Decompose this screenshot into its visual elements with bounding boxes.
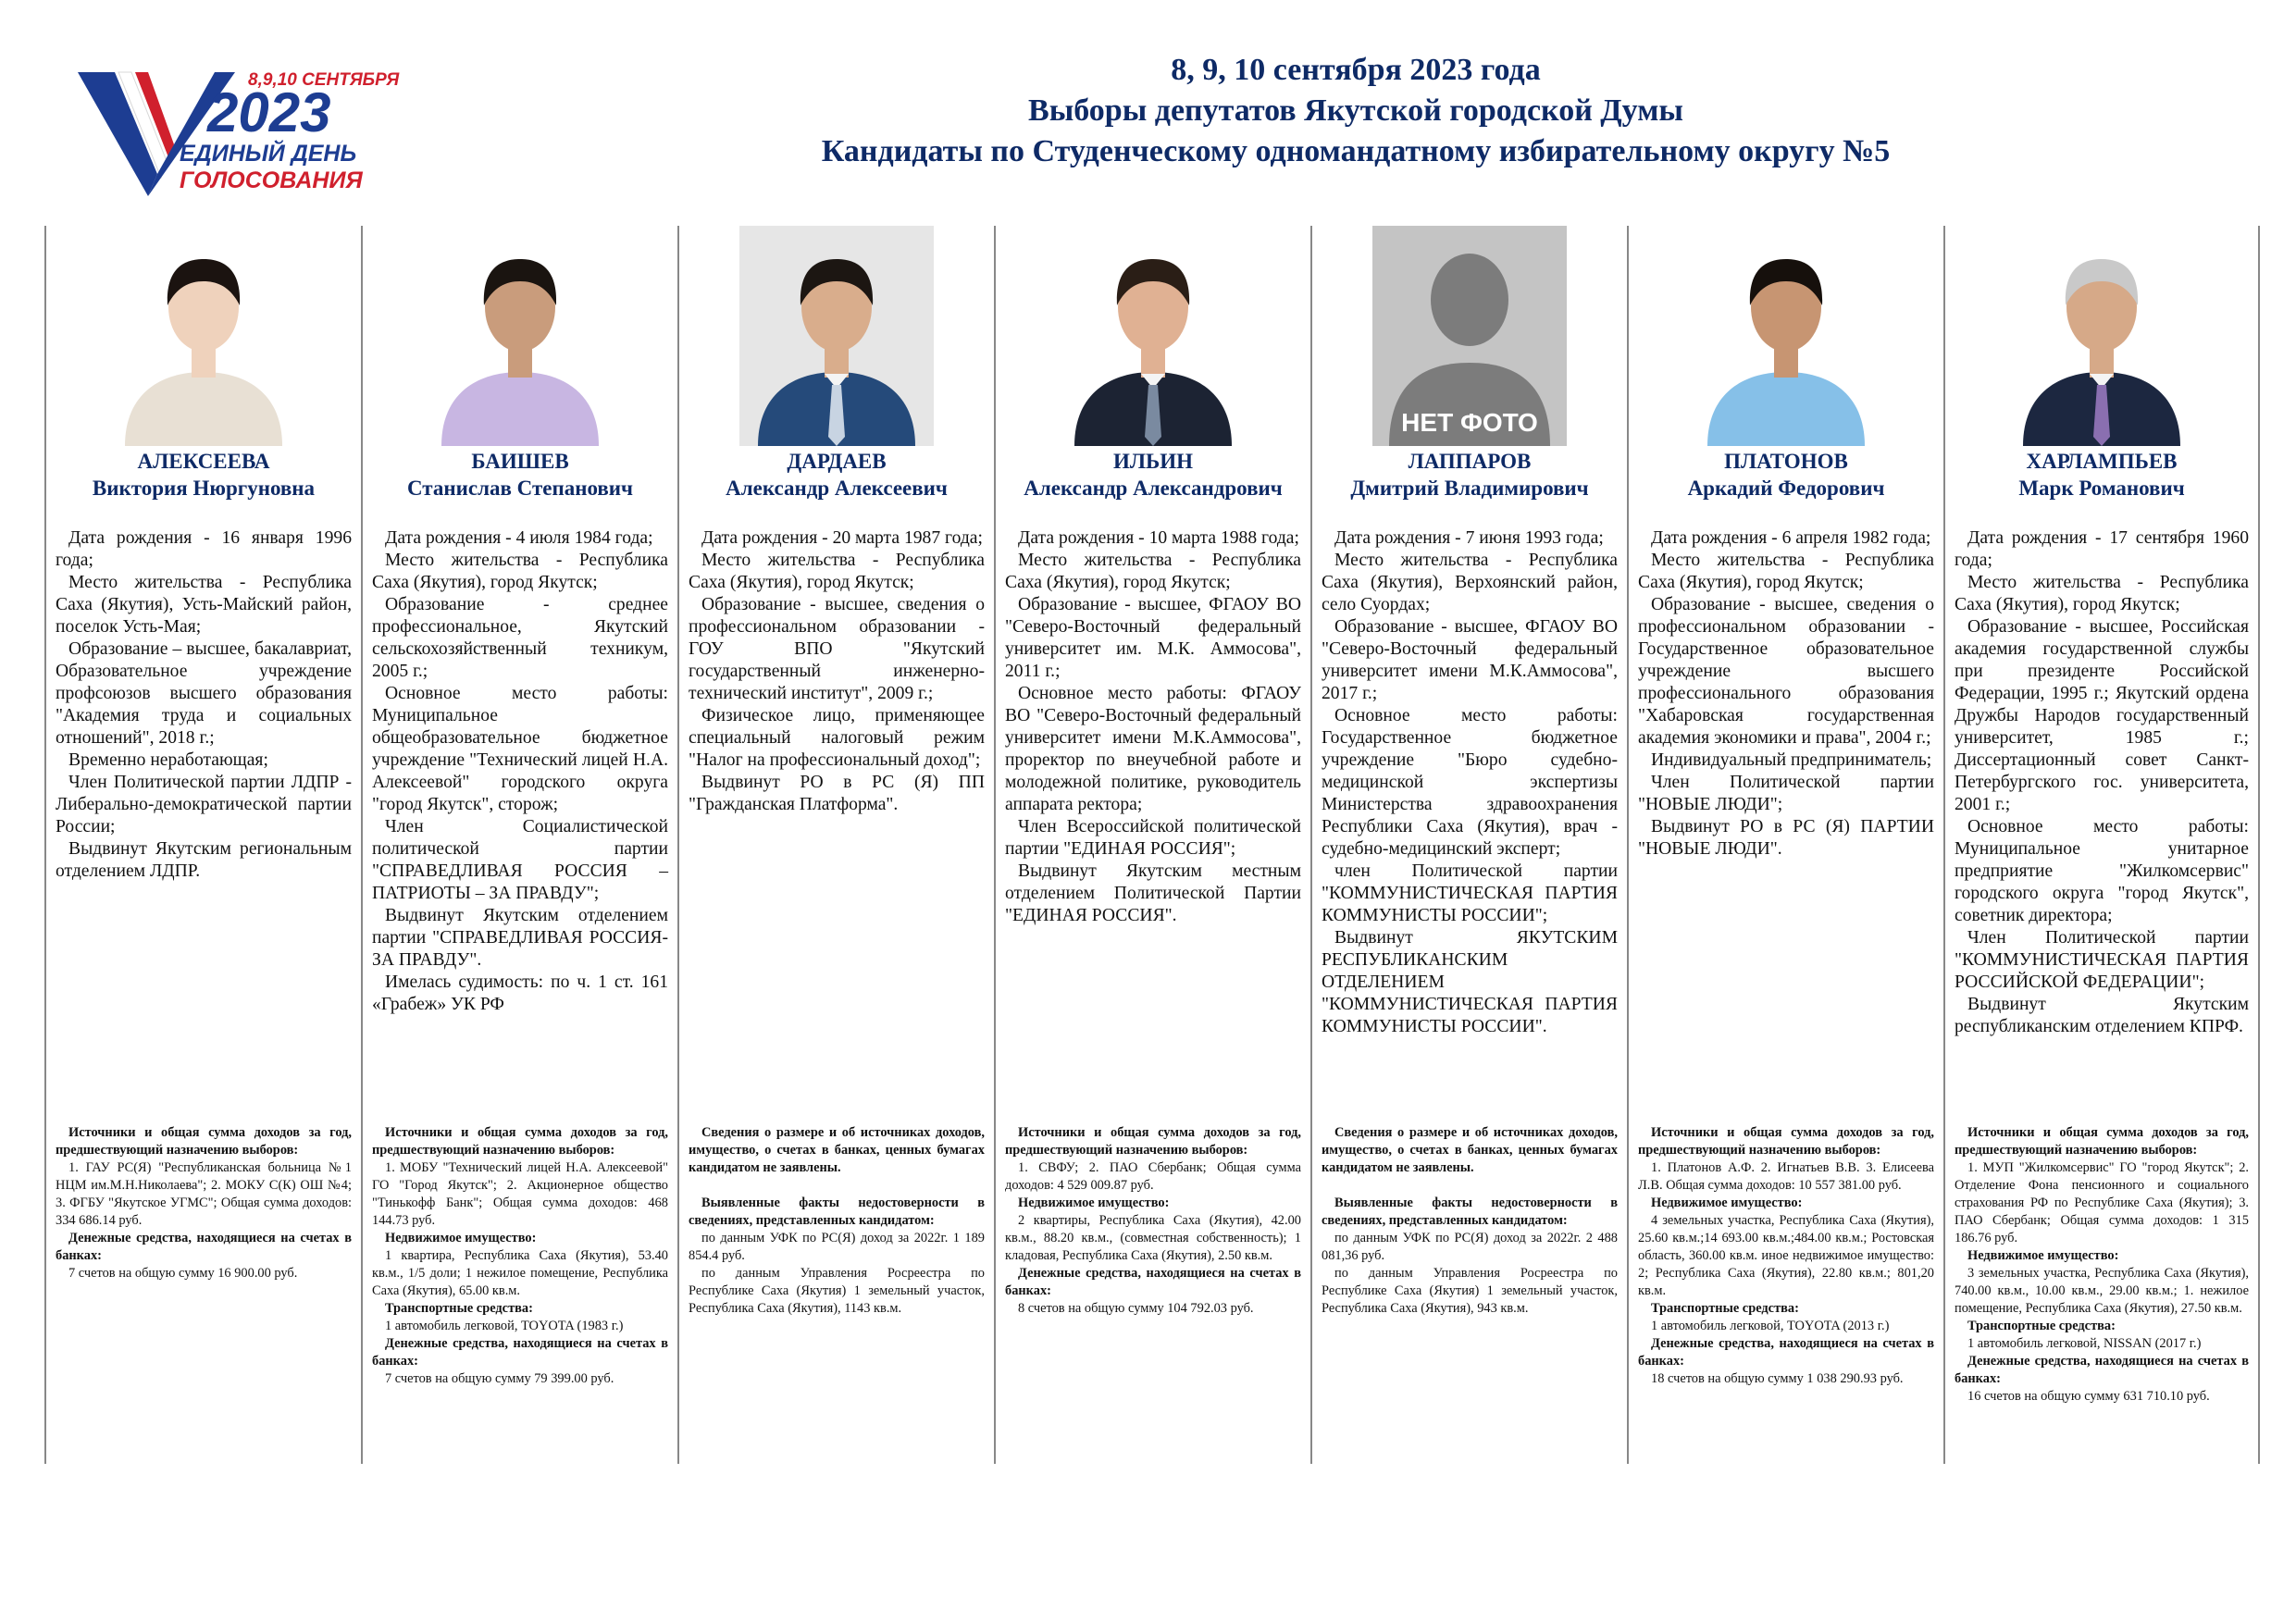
district-title: Кандидаты по Студенческому одномандатному избирательному округу №5	[821, 134, 1891, 168]
election-title: Выборы депутатов Якутской городской Думы	[1028, 93, 1683, 128]
candidate-bio	[689, 527, 985, 816]
income-text: по данным Управления Росреестра по Республике Саха (Якутия) 1 земельный участок, Республика Саха (Якутия), 1143 кв.м.	[689, 1266, 985, 1316]
income-heading: Денежные средства, находящиеся на счетах в банках:	[56, 1231, 352, 1263]
bio-paragraph: Член Социалистической политической партии "СПРАВЕДЛИВАЯ РОССИЯ – ПАТРИОТЫ – ЗА ПРАВДУ";	[372, 817, 668, 903]
candidate-photo	[1372, 226, 1567, 446]
election-dates: 8, 9, 10 сентября 2023 года	[1171, 53, 1541, 87]
bio-paragraph: Выдвинут Якутским региональным отделением ЛДПР.	[56, 839, 352, 881]
income-text: 1 автомобиль легковой, TOYOTA (1983 г.)	[385, 1319, 624, 1333]
candidate-surname: ИЛЬИН	[1112, 450, 1193, 473]
candidate-columns	[44, 226, 2261, 1464]
income-text: 1 автомобиль легковой, NISSAN (2017 г.)	[1967, 1336, 2202, 1351]
bio-paragraph: Образование - среднее профессиональное, Якутский сельскохозяйственный техникум, 2005 г.;	[372, 595, 668, 681]
bio-paragraph: Временно неработающая;	[68, 750, 268, 770]
income-text: 1. МОБУ "Технический лицей Н.А. Алексеевой" ГО "Город Якутск"; 2. Акционерное общество "Тинькофф Банк"; Общая сумма доходов: 468 144.73 руб.	[372, 1160, 668, 1228]
candidate-surname: ПЛАТОНОВ	[1724, 450, 1848, 473]
candidate-name	[52, 448, 355, 502]
candidate-bio	[1955, 527, 2249, 1038]
income-heading: Недвижимое имущество:	[1018, 1196, 1170, 1210]
candidate-income-info	[1638, 1124, 1934, 1388]
bio-paragraph: Образование - высшее, сведения о профессиональном образовании - ГОУ ВПО "Якутский государственный инженерно-технический институт", 2009 г.;	[689, 595, 985, 703]
bio-paragraph: член Политической партии "КОММУНИСТИЧЕСКАЯ ПАРТИЯ КОММУНИСТЫ РОССИИ";	[1322, 861, 1618, 925]
candidate-surname: ДАРДАЕВ	[787, 450, 887, 473]
income-text: 1. Платонов А.Ф. 2. Игнатьев В.В. 3. Елисеева Л.В. Общая сумма доходов: 10 557 381.00 руб.	[1638, 1160, 1934, 1193]
bio-paragraph: Образование - высшее, Российская академия государственной службы при президенте Российской Федерации, 1995 г.; Якутский ордена Дружбы Народов государственный университет, 1985 г.; Диссертационный совет Санкт-Петербургского гос. университета, 2001 г.;	[1955, 617, 2249, 814]
candidate-photo	[1056, 226, 1250, 446]
bio-paragraph: Выдвинут РО в РС (Я) ПП "Гражданская Платформа".	[689, 773, 985, 814]
logo-line2: ГОЛОСОВАНИЯ	[180, 167, 363, 193]
bio-paragraph: Образование - высшее, ФГАОУ ВО "Северо-Восточный федеральный университет им. М.К. Аммосова", 2011 г.;	[1005, 595, 1301, 681]
bio-paragraph: Индивидуальный предприниматель;	[1651, 750, 1932, 770]
candidate-given-names: Дмитрий Владимирович	[1350, 477, 1589, 500]
bio-paragraph: Выдвинут ЯКУТСКИМ РЕСПУБЛИКАНСКИМ ОТДЕЛЕНИЕМ "КОММУНИСТИЧЕСКАЯ ПАРТИЯ КОММУНИСТЫ РОССИИ".	[1322, 928, 1618, 1036]
candidate-column	[44, 226, 361, 1464]
bio-paragraph: Основное место работы: Муниципальное унитарное предприятие "Жилкомсервис" городского округа "город Якутск", советник директора;	[1955, 817, 2249, 925]
candidate-photo	[106, 226, 301, 446]
candidate-photo-graphic	[423, 226, 617, 446]
income-heading: Транспортные средства:	[1651, 1301, 1799, 1316]
bio-paragraph: Дата рождения - 7 июня 1993 года;	[1334, 528, 1604, 548]
bio-paragraph: Образование - высшее, ФГАОУ ВО "Северо-Восточный федеральный университет имени М.К.Аммосова", 2017 г.;	[1322, 617, 1618, 703]
candidate-photo-graphic	[2004, 226, 2199, 446]
bio-paragraph: Член Политической партии ЛДПР - Либерально-демократической партии России;	[56, 773, 352, 836]
logo-line1: ЕДИНЫЙ ДЕНЬ	[180, 141, 357, 167]
income-text: 4 земельных участка, Республика Саха (Якутия), 25.60 кв.м.;14 693.00 кв.м.;484.00 кв.м.; Ростовская область, 360.00 кв.м. иное недвижимое имущество: 2; Республика Саха (Якутия), 22.80 кв.м.; 801,20 кв.м.	[1638, 1213, 1934, 1298]
income-text: 1 автомобиль легковой, TOYOTA (2013 г.)	[1651, 1319, 1890, 1333]
income-heading: Сведения о размере и об источниках доходов, имущество, о счетах в банках, ценных бумагах кандидатом не заявлены.	[1322, 1125, 1618, 1175]
bio-paragraph: Место жительства - Республика Саха (Якутия), город Якутск;	[372, 551, 668, 592]
bio-paragraph: Член Политической партии "КОММУНИСТИЧЕСКАЯ ПАРТИЯ РОССИЙСКОЙ ФЕДЕРАЦИИ";	[1955, 928, 2249, 992]
candidate-income-info	[1322, 1124, 1618, 1318]
bio-paragraph: Дата рождения - 6 апреля 1982 года;	[1651, 528, 1931, 548]
candidate-income-info	[372, 1124, 668, 1388]
income-text: 7 счетов на общую сумму 16 900.00 руб.	[68, 1266, 298, 1281]
candidate-name	[1001, 448, 1305, 502]
bio-paragraph: Место жительства - Республика Саха (Якутия), город Якутск;	[1638, 551, 1934, 592]
income-text: по данным УФК по РС(Я) доход за 2022г. 1 189 854.4 руб.	[689, 1231, 985, 1263]
candidate-income-info	[689, 1124, 985, 1318]
candidate-bio	[56, 527, 352, 883]
income-heading: Выявленные факты недостоверности в сведениях, представленных кандидатом:	[689, 1196, 985, 1228]
candidate-column	[1943, 226, 2260, 1464]
candidate-income-info	[1005, 1124, 1301, 1318]
bio-paragraph: Выдвинут РО в РС (Я) ПАРТИИ "НОВЫЕ ЛЮДИ".	[1638, 817, 1934, 859]
income-heading: Недвижимое имущество:	[1651, 1196, 1803, 1210]
income-heading: Источники и общая сумма доходов за год, предшествующий назначению выборов:	[56, 1125, 352, 1158]
bio-paragraph: Образование – высшее, бакалавриат, Образовательное учреждение профсоюзов высшего образования "Академия труда и социальных отношений", 2018 г.;	[56, 639, 352, 748]
income-heading: Недвижимое имущество:	[385, 1231, 537, 1245]
income-text: 18 счетов на общую сумму 1 038 290.93 руб.	[1651, 1371, 1904, 1386]
income-text: 7 счетов на общую сумму 79 399.00 руб.	[385, 1371, 614, 1386]
election-day-logo	[76, 65, 400, 204]
income-heading: Выявленные факты недостоверности в сведениях, представленных кандидатом:	[1322, 1196, 1618, 1228]
income-heading: Денежные средства, находящиеся на счетах в банках:	[1955, 1354, 2249, 1386]
candidate-given-names: Виктория Нюргуновна	[92, 477, 316, 500]
candidate-bio	[1322, 527, 1618, 1038]
candidate-column	[677, 226, 994, 1464]
no-photo-label: НЕТ ФОТО	[1401, 408, 1538, 437]
bio-paragraph: Место жительства - Республика Саха (Якутия), город Якутск;	[1005, 551, 1301, 592]
candidate-given-names: Станислав Степанович	[406, 477, 634, 500]
candidate-surname: ХАРЛАМПЬЕВ	[2026, 450, 2178, 473]
bio-paragraph: Дата рождения - 17 сентября 1960 года;	[1955, 528, 2249, 570]
income-text: 1. СВФУ; 2. ПАО Сбербанк; Общая сумма доходов: 4 529 009.87 руб.	[1005, 1160, 1301, 1193]
income-heading: Денежные средства, находящиеся на счетах в банках:	[1638, 1336, 1934, 1369]
candidate-income-info	[56, 1124, 352, 1282]
candidate-column	[361, 226, 677, 1464]
income-heading: Источники и общая сумма доходов за год, предшествующий назначению выборов:	[1005, 1125, 1301, 1158]
bio-paragraph: Физическое лицо, применяющее специальный налоговый режим "Налог на профессиональный доход";	[689, 706, 985, 770]
candidate-name	[685, 448, 988, 502]
candidate-photo-graphic	[1056, 226, 1250, 446]
bio-paragraph: Дата рождения - 16 января 1996 года;	[56, 528, 352, 570]
income-heading: Недвижимое имущество:	[1967, 1248, 2119, 1263]
bio-paragraph: Основное место работы: Государственное бюджетное учреждение "Бюро судебно-медицинской экспертизы Министерства здравоохранения Республики Саха (Якутия), врач - судебно-медицинский эксперт;	[1322, 706, 1618, 859]
candidate-photo-graphic	[1372, 226, 1567, 446]
logo-year: 2023	[207, 81, 331, 143]
candidate-name	[1318, 448, 1621, 502]
election-logo-graphic	[76, 65, 400, 204]
income-text: 3 земельных участка, Республика Саха (Якутия), 740.00 кв.м., 10.00 кв.м., 29.00 кв.м.; 1. нежилое помещение, Республика Саха (Якутия), 27.50 кв.м.	[1955, 1266, 2249, 1316]
income-heading: Транспортные средства:	[385, 1301, 533, 1316]
income-heading: Денежные средства, находящиеся на счетах в банках:	[1005, 1266, 1301, 1298]
candidate-bio	[1638, 527, 1934, 861]
candidate-given-names: Аркадий Федорович	[1687, 477, 1885, 500]
candidate-name	[1951, 448, 2253, 502]
candidate-photo-graphic	[1689, 226, 1883, 446]
candidate-column	[1310, 226, 1627, 1464]
candidate-given-names: Александр Алексеевич	[726, 477, 948, 500]
income-heading: Транспортные средства:	[1967, 1319, 2116, 1333]
candidate-name	[1634, 448, 1938, 502]
bio-paragraph: Место жительства - Республика Саха (Якутия), город Якутск;	[1955, 573, 2249, 614]
logo-dates: 8,9,10 СЕНТЯБРЯ	[248, 70, 400, 90]
candidate-surname: ЛАППАРОВ	[1408, 450, 1532, 473]
income-heading: Денежные средства, находящиеся на счетах в банках:	[372, 1336, 668, 1369]
candidate-income-info	[1955, 1124, 2249, 1406]
bio-paragraph: Место жительства - Республика Саха (Якутия), Усть-Майский район, поселок Усть-Мая;	[56, 573, 352, 637]
bio-paragraph: Основное место работы: ФГАОУ ВО "Северо-Восточный федеральный университет имени М.К.Аммосова", проректор по внеучебной работе и молодежной политике, руководитель аппарата ректора;	[1005, 684, 1301, 814]
candidate-photo-graphic	[106, 226, 301, 446]
income-heading: Источники и общая сумма доходов за год, предшествующий назначению выборов:	[1955, 1125, 2249, 1158]
candidate-bio	[1005, 527, 1301, 927]
income-heading: Сведения о размере и об источниках доходов, имущество, о счетах в банках, ценных бумагах кандидатом не заявлены.	[689, 1125, 985, 1175]
income-text: 1 квартира, Республика Саха (Якутия), 53.40 кв.м., 1/5 доли; 1 нежилое помещение, Республика Саха (Якутия), 65.00 кв.м.	[372, 1248, 668, 1298]
bio-paragraph: Дата рождения - 4 июля 1984 года;	[385, 528, 653, 548]
bio-paragraph: Место жительства - Республика Саха (Якутия), город Якутск;	[689, 551, 985, 592]
bio-paragraph: Образование - высшее, сведения о профессиональном образовании - Государственное образовательное учреждение высшего профессионального образования "Хабаровская государственная академия экономики и права", 2004 г.;	[1638, 595, 1934, 748]
candidate-column	[1627, 226, 1943, 1464]
candidate-photo	[423, 226, 617, 446]
bio-paragraph: Место жительства - Республика Саха (Якутия), Верхоянский район, село Суордах;	[1322, 551, 1618, 614]
income-text: 1. МУП "Жилкомсервис" ГО "город Якутск"; 2. Отделение Фона пенсионного и социального страхования РФ по Республике Саха (Якутия); 3. ПАО Сбербанк; Общая сумма доходов: 1 315 186.76 руб.	[1955, 1160, 2249, 1245]
silhouette-head	[1431, 254, 1508, 346]
candidate-photo-graphic	[739, 226, 934, 446]
candidate-photo	[1689, 226, 1883, 446]
income-heading: Источники и общая сумма доходов за год, предшествующий назначению выборов:	[1638, 1125, 1934, 1158]
candidate-name	[368, 448, 672, 502]
income-text: 2 квартиры, Республика Саха (Якутия), 42.00 кв.м., 88.20 кв.м., (совместная собственность); 1 кладовая, Республика Саха (Якутия), 2.50 кв.м.	[1005, 1213, 1301, 1263]
candidate-column	[994, 226, 1310, 1464]
bio-paragraph: Выдвинут Якутским отделением партии "СПРАВЕДЛИВАЯ РОССИЯ-ЗА ПРАВДУ".	[372, 906, 668, 970]
income-text: по данным Управления Росреестра по Республике Саха (Якутия) 1 земельный участок, Республика Саха (Якутия), 943 кв.м.	[1322, 1266, 1618, 1316]
bio-paragraph: Выдвинут Якутским местным отделением Политической Партии "ЕДИНАЯ РОССИЯ".	[1005, 861, 1301, 925]
income-heading: Источники и общая сумма доходов за год, предшествующий назначению выборов:	[372, 1125, 668, 1158]
document-header	[648, 50, 2064, 172]
candidate-bio	[372, 527, 668, 1016]
bio-paragraph: Член Всероссийской политической партии "ЕДИНАЯ РОССИЯ";	[1005, 817, 1301, 859]
candidate-given-names: Марк Романович	[2018, 477, 2185, 500]
candidate-photo	[739, 226, 934, 446]
candidate-photo	[2004, 226, 2199, 446]
income-text: 1. ГАУ РС(Я) "Республиканская больница №1 НЦМ им.М.Н.Николаева"; 2. МОКУ С(К) ОШ №4; 3. ФГБУ "Якутское УГМС"; Общая сумма доходов: 334 686.14 руб.	[56, 1160, 352, 1228]
income-text: 16 счетов на общую сумму 631 710.10 руб.	[1967, 1389, 2210, 1404]
bio-paragraph: Выдвинут Якутским республиканским отделением КПРФ.	[1955, 995, 2249, 1036]
candidate-given-names: Александр Александрович	[1024, 477, 1283, 500]
income-text: 8 счетов на общую сумму 104 792.03 руб.	[1018, 1301, 1254, 1316]
candidate-surname: АЛЕКСЕЕВА	[137, 450, 270, 473]
candidate-surname: БАИШЕВ	[471, 450, 569, 473]
bio-paragraph: Основное место работы: Муниципальное общеобразовательное бюджетное учреждение "Технический лицей Н.А. Алексеевой" городского округа "город Якутск", сторож;	[372, 684, 668, 814]
income-text: по данным УФК по РС(Я) доход за 2022г. 2 488 081,36 руб.	[1322, 1231, 1618, 1263]
bio-paragraph: Дата рождения - 20 марта 1987 года;	[701, 528, 983, 548]
bio-paragraph: Член Политической партии "НОВЫЕ ЛЮДИ";	[1638, 773, 1934, 814]
bio-paragraph: Дата рождения - 10 марта 1988 года;	[1018, 528, 1299, 548]
bio-paragraph: Имелась судимость: по ч. 1 ст. 161 «Грабеж» УК РФ	[372, 973, 668, 1014]
